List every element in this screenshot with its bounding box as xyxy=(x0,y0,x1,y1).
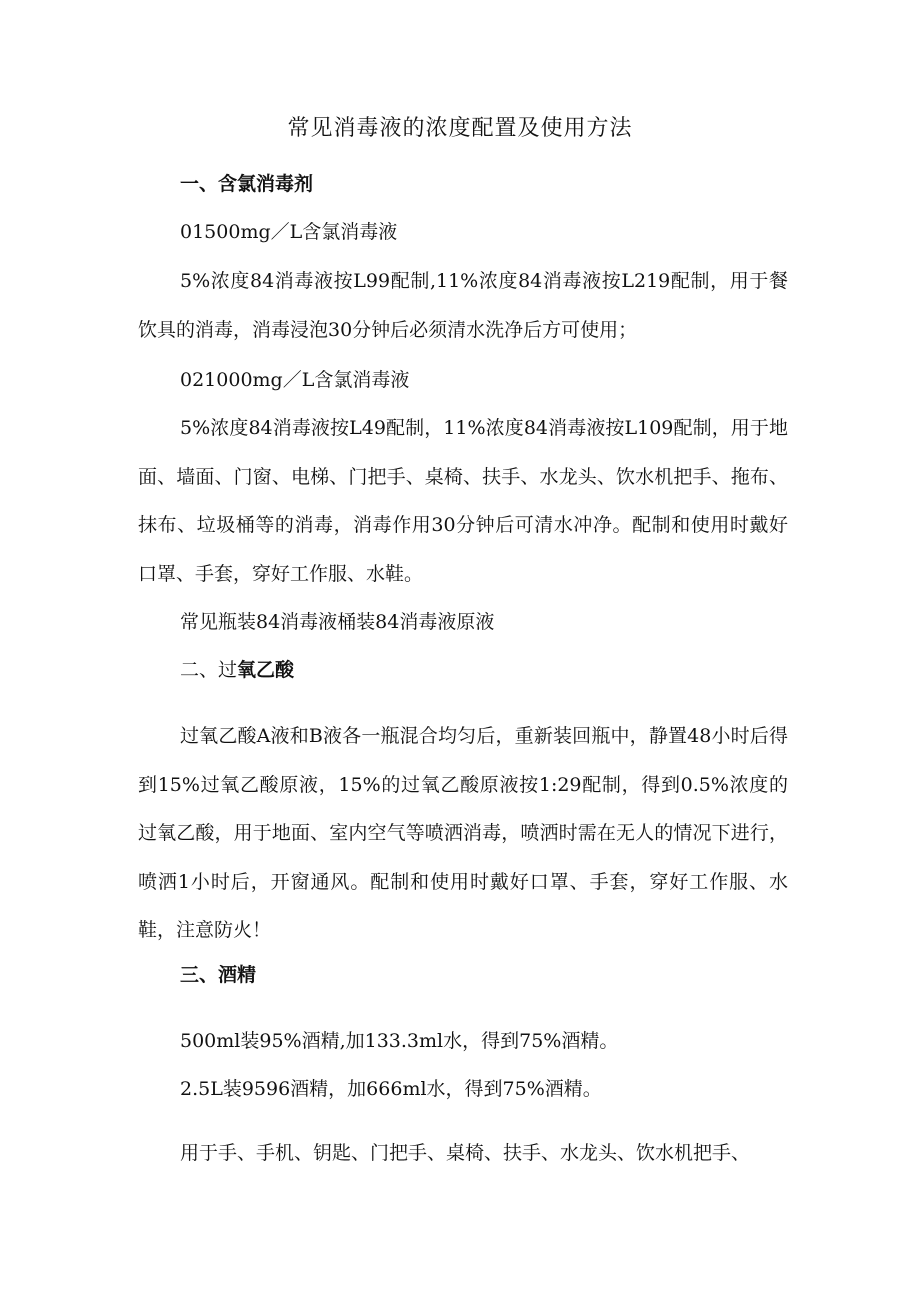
alcohol-usage-line: 用于手、手机、钥匙、门把手、桌椅、扶手、水龙头、饮水机把手、 xyxy=(180,1142,751,1164)
paragraph-peracetic-usage: 过氧乙酸A液和B液各一瓶混合均匀后，重新装回瓶中，静置48小时后得到15%过氧乙酸原液，15%的过氧乙酸原液按1:29配制，得到0.5%浓度的过氧乙酸，用于地面、室内空气等喷洒消毒，喷洒时需在无人的情况下进行，喷洒1小时后，开窗通风。配制和使用时戴好口罩、手套，穿好工作服、水鞋，注意防火！ xyxy=(138,725,788,941)
section-heading-peracetic-prefix: 二、过 xyxy=(180,659,238,681)
alcohol-recipe-2-5l: 2.5L装9596酒精，加666ml水，得到75%酒精。 xyxy=(180,1078,602,1100)
item-label-1500: 01500mg／L含氯消毒液 xyxy=(180,221,398,243)
note-84-types: 常见瓶装84消毒液桶装84消毒液原液 xyxy=(180,611,495,633)
section-heading-chlorine: 一、含氯消毒剂 xyxy=(180,173,314,195)
section-heading-peracetic-bold: 氧乙酸 xyxy=(237,659,295,681)
paragraph-1500-usage: 5%浓度84消毒液按L99配制,11%浓度84消毒液按L219配制，用于餐饮具的消毒，消毒浸泡30分钟后必须清水洗净后方可使用； xyxy=(138,270,788,341)
section-heading-peracetic xyxy=(180,656,294,684)
section-heading-alcohol: 三、酒精 xyxy=(180,964,257,986)
paragraph-1000-usage: 5%浓度84消毒液按L49配制，11%浓度84消毒液按L109配制，用于地面、墙面、门窗、电梯、门把手、桌椅、扶手、水龙头、饮水机把手、拖布、抹布、垃圾桶等的消毒，消毒作用30分钟后可清水冲净。配制和使用时戴好口罩、手套，穿好工作服、水鞋。 xyxy=(138,417,788,585)
item-label-1000: 021000mg／L含氯消毒液 xyxy=(180,369,410,391)
page-title: 常见消毒液的浓度配置及使用方法 xyxy=(287,116,633,141)
alcohol-recipe-500ml: 500ml装95%酒精,加133.3ml水，得到75%酒精。 xyxy=(180,1030,619,1052)
